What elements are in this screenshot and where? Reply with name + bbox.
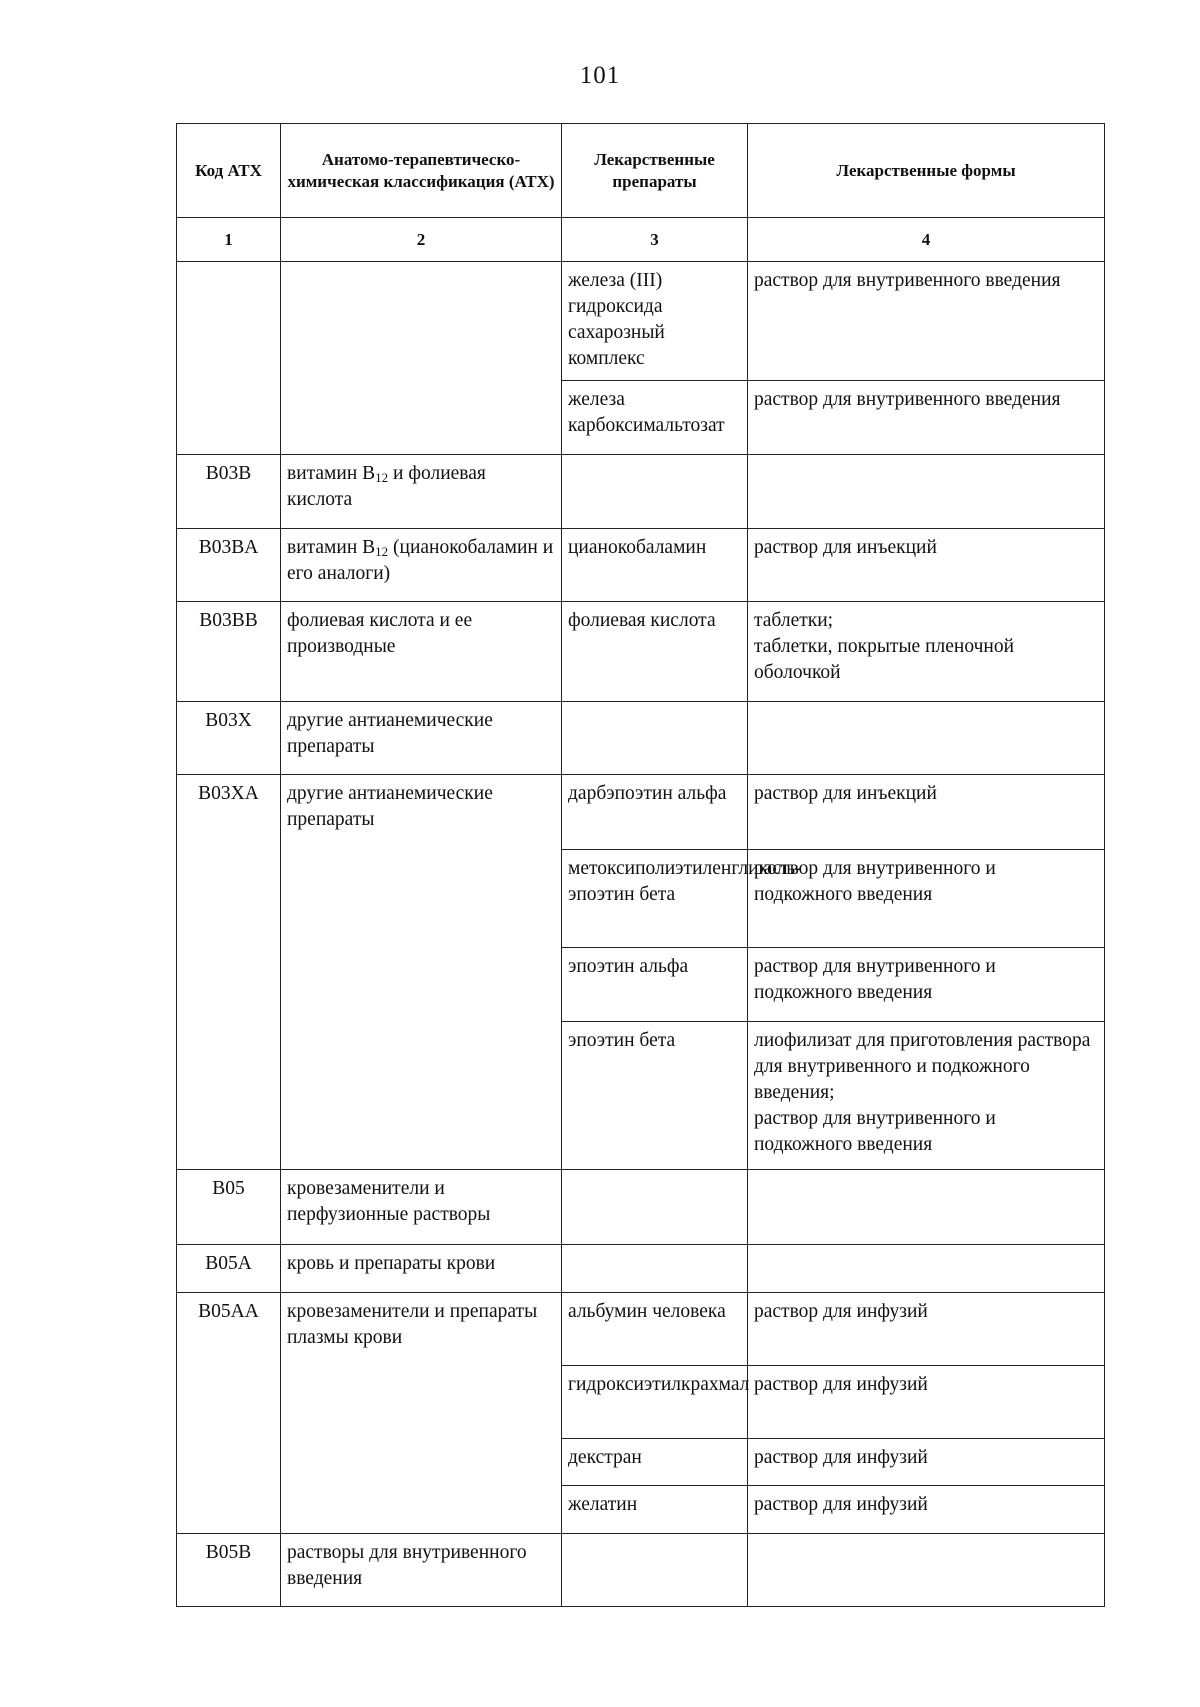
table-row	[177, 262, 1105, 381]
dosage-form-cell: таблетки; таблетки, покрытые пленочной оболочкой	[748, 602, 1105, 702]
classification-cell	[281, 455, 562, 529]
classification-cell: кровезаменители и перфузионные растворы	[281, 1170, 562, 1245]
atx-code-cell: B03BA	[177, 529, 281, 602]
subscript-text: 12	[375, 544, 389, 559]
dosage-form-cell	[748, 455, 1105, 529]
column-number: 3	[562, 218, 748, 262]
atx-code-cell	[177, 850, 281, 948]
atx-code-cell	[177, 381, 281, 455]
drug-cell: метоксиполиэтиленгликоль-эпоэтин бета	[562, 850, 748, 948]
table-row	[177, 1022, 1105, 1170]
classification-cell	[281, 262, 562, 381]
classification-cell	[281, 1022, 562, 1170]
dosage-form-cell: раствор для инфузий	[748, 1486, 1105, 1534]
drug-cell: эпоэтин альфа	[562, 948, 748, 1022]
classification-cell: кровь и препараты крови	[281, 1245, 562, 1293]
table-row	[177, 948, 1105, 1022]
table-row	[177, 702, 1105, 775]
atx-code-cell	[177, 262, 281, 381]
drug-cell	[562, 1170, 748, 1245]
table-row	[177, 1293, 1105, 1366]
classification-text: витамин B	[287, 537, 376, 558]
classification-cell: другие антианемические препараты	[281, 702, 562, 775]
dosage-form-cell: раствор для инфузий	[748, 1293, 1105, 1366]
table-row	[177, 1366, 1105, 1439]
drug-cell: декстран	[562, 1439, 748, 1486]
drug-cell	[562, 1534, 748, 1607]
atx-code-cell	[177, 1486, 281, 1534]
drug-cell: железа карбоксимальтозат	[562, 381, 748, 455]
atx-code-cell: B05A	[177, 1245, 281, 1293]
column-number: 2	[281, 218, 562, 262]
drug-cell: цианокобаламин	[562, 529, 748, 602]
drug-cell	[562, 702, 748, 775]
drug-cell	[562, 1245, 748, 1293]
atx-code-cell: B05	[177, 1170, 281, 1245]
atx-code-cell	[177, 948, 281, 1022]
dosage-form-cell	[748, 1245, 1105, 1293]
table-row	[177, 850, 1105, 948]
page-number: 101	[579, 62, 621, 89]
classification-text: витамин B	[287, 463, 376, 484]
drug-cell	[562, 455, 748, 529]
classification-cell: фолиевая кислота и ее производные	[281, 602, 562, 702]
column-number: 1	[177, 218, 281, 262]
atx-drug-table	[176, 123, 1105, 1607]
header-drugs: Лекарственные препараты	[562, 124, 748, 218]
table-row	[177, 455, 1105, 529]
table-row	[177, 1439, 1105, 1486]
dosage-form-cell: раствор для инфузий	[748, 1439, 1105, 1486]
header-atx-code: Код АТХ	[177, 124, 281, 218]
classification-cell: растворы для внутривенного введения	[281, 1534, 562, 1607]
atx-code-cell: B03B	[177, 455, 281, 529]
table-row	[177, 381, 1105, 455]
classification-cell: другие антианемические препараты	[281, 775, 562, 850]
column-number: 4	[748, 218, 1105, 262]
atx-code-cell	[177, 1439, 281, 1486]
table-row	[177, 1534, 1105, 1607]
drug-cell: дарбэпоэтин альфа	[562, 775, 748, 850]
dosage-form-cell: раствор для инфузий	[748, 1366, 1105, 1439]
dosage-form-cell: лиофилизат для приготовления раствора для внутривенного и подкожного введения; раствор для внутривенного и подкожного введения	[748, 1022, 1105, 1170]
header-row	[177, 124, 1105, 218]
classification-cell	[281, 529, 562, 602]
dosage-form-cell: раствор для внутривенного введения	[748, 381, 1105, 455]
classification-cell	[281, 1366, 562, 1439]
dosage-form-cell	[748, 1170, 1105, 1245]
header-dosage-forms: Лекарственные формы	[748, 124, 1105, 218]
atx-code-cell: B05AA	[177, 1293, 281, 1366]
dosage-form-cell: раствор для внутривенного и подкожного введения	[748, 948, 1105, 1022]
table-row	[177, 1170, 1105, 1245]
dosage-form-cell	[748, 1534, 1105, 1607]
header-atx-classification: Анатомо-терапевтическо-химическая классификация (АТХ)	[281, 124, 562, 218]
dosage-form-cell	[748, 702, 1105, 775]
table-row	[177, 775, 1105, 850]
classification-text: и фолиевая кислота	[287, 463, 486, 510]
classification-cell	[281, 381, 562, 455]
atx-code-cell: B03XA	[177, 775, 281, 850]
atx-code-cell: B03BB	[177, 602, 281, 702]
atx-code-cell	[177, 1022, 281, 1170]
table-row	[177, 1486, 1105, 1534]
dosage-form-cell: раствор для инъекций	[748, 775, 1105, 850]
table-row	[177, 1245, 1105, 1293]
drug-cell: желатин	[562, 1486, 748, 1534]
classification-cell	[281, 948, 562, 1022]
classification-cell: кровезаменители и препараты плазмы крови	[281, 1293, 562, 1366]
drug-cell: эпоэтин бета	[562, 1022, 748, 1170]
classification-text: (цианокобаламин и его аналоги)	[287, 537, 554, 584]
atx-code-cell	[177, 1366, 281, 1439]
drug-cell: альбумин человека	[562, 1293, 748, 1366]
table-row	[177, 602, 1105, 702]
column-number-row	[177, 218, 1105, 262]
drug-cell: железа (III) гидроксида сахарозный комплекс	[562, 262, 748, 381]
classification-cell	[281, 1439, 562, 1486]
subscript-text: 12	[375, 470, 389, 485]
dosage-form-cell: раствор для внутривенного и подкожного введения	[748, 850, 1105, 948]
table-row	[177, 529, 1105, 602]
atx-code-cell: B05B	[177, 1534, 281, 1607]
classification-cell	[281, 850, 562, 948]
classification-cell	[281, 1486, 562, 1534]
drug-cell: гидроксиэтилкрахмал	[562, 1366, 748, 1439]
dosage-form-cell: раствор для инъекций	[748, 529, 1105, 602]
drug-cell: фолиевая кислота	[562, 602, 748, 702]
dosage-form-cell: раствор для внутривенного введения	[748, 262, 1105, 381]
atx-code-cell: B03X	[177, 702, 281, 775]
